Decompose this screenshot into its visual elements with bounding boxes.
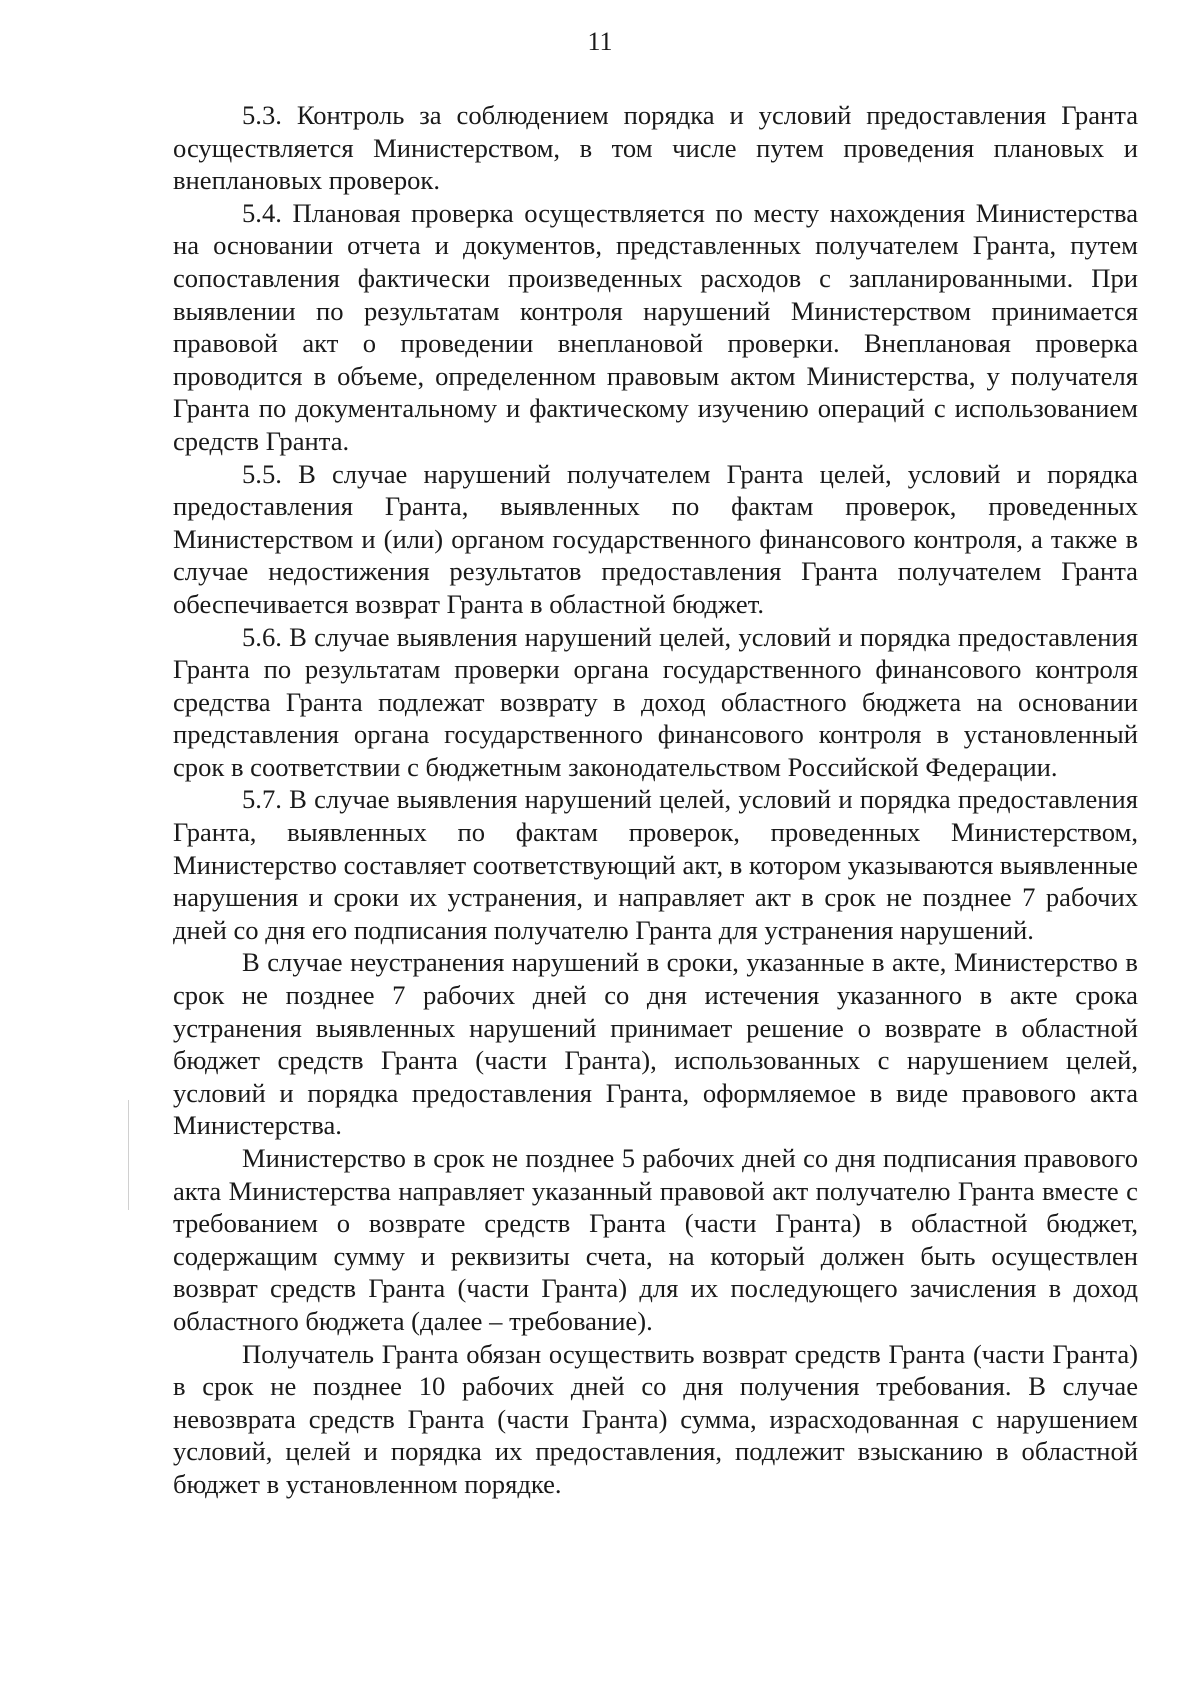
paragraph-5-6: 5.6. В случае выявления нарушений целей, условий и порядка предоставления Гранта по результатам проверки органа государственного финансового контроля средства Гранта подлежат возврату в доход областного бюджета на основании представления органа государственного финансового контроля в установленный срок в соответствии с бюджетным законодательством Российской Федерации.: [173, 621, 1138, 782]
paragraph-5-3: 5.3. Контроль за соблюдением порядка и условий предоставления Гранта осуществляется Министерством, в том числе путем проведения плановых и внеплановых проверок.: [173, 100, 1138, 196]
paragraph-5-7: 5.7. В случае выявления нарушений целей, условий и порядка предоставления Гранта, выявленных по фактам проверок, проведенных Министерством, Министерство составляет соответствующий акт, в котором указываются выявленные нарушения и сроки их устранения, и направляет акт в срок не позднее 7 рабочих дней со дня его подписания получателю Гранта для устранения нарушений.: [173, 784, 1138, 945]
document-body: [173, 99, 1138, 1501]
paragraph-5-5: 5.5. В случае нарушений получателем Гранта целей, условий и порядка предоставления Гранта, выявленных по фактам проверок, проведенных Министерством и (или) органом государственного финансового контроля, а также в случае недостижения результатов предоставления Гранта получателем Гранта обеспечивается возврат Гранта в областной бюджет.: [173, 458, 1138, 619]
paragraph-5-4: 5.4. Плановая проверка осуществляется по месту нахождения Министерства на основании отчета и документов, представленных получателем Гранта, путем сопоставления фактически произведенных расходов с запланированными. При выявлении по результатам контроля нарушений Министерством принимается правовой акт о проведении внеплановой проверки. Внеплановая проверка проводится в объеме, определенном правовым актом Министерства, у получателя Гранта по документальному и фактическому изучению операций с использованием средств Гранта.: [173, 197, 1138, 456]
paragraph-non-elimination: В случае неустранения нарушений в сроки, указанные в акте, Министерство в срок не позднее 7 рабочих дней со дня истечения указанного в акте срока устранения выявленных нарушений принимает решение о возврате в областной бюджет средств Гранта (части Гранта), использованных с нарушением целей, условий и порядка предоставления Гранта, оформляемое в виде правового акта Министерства.: [173, 947, 1138, 1141]
page-number: 11: [587, 27, 613, 56]
paragraph-ministry-requirement: Министерство в срок не позднее 5 рабочих дней со дня подписания правового акта Министерства направляет указанный правовой акт получателю Гранта вместе с требованием о возврате средств Гранта (части Гранта) в областной бюджет, содержащим сумму и реквизиты счета, на который должен быть осуществлен возврат средств Гранта (части Гранта) для их последующего зачисления в доход областного бюджета (далее – требование).: [173, 1143, 1138, 1336]
paragraph-recipient-obligation: Получатель Гранта обязан осуществить возврат средств Гранта (части Гранта) в срок не позднее 10 рабочих дней со дня получения требования. В случае невозврата средств Гранта (части Гранта) сумма, израсходованная с нарушением условий, целей и порядка их предоставления, подлежит взысканию в областной бюджет в установленном порядке.: [173, 1338, 1138, 1499]
scan-artifact-line: [128, 1100, 129, 1210]
